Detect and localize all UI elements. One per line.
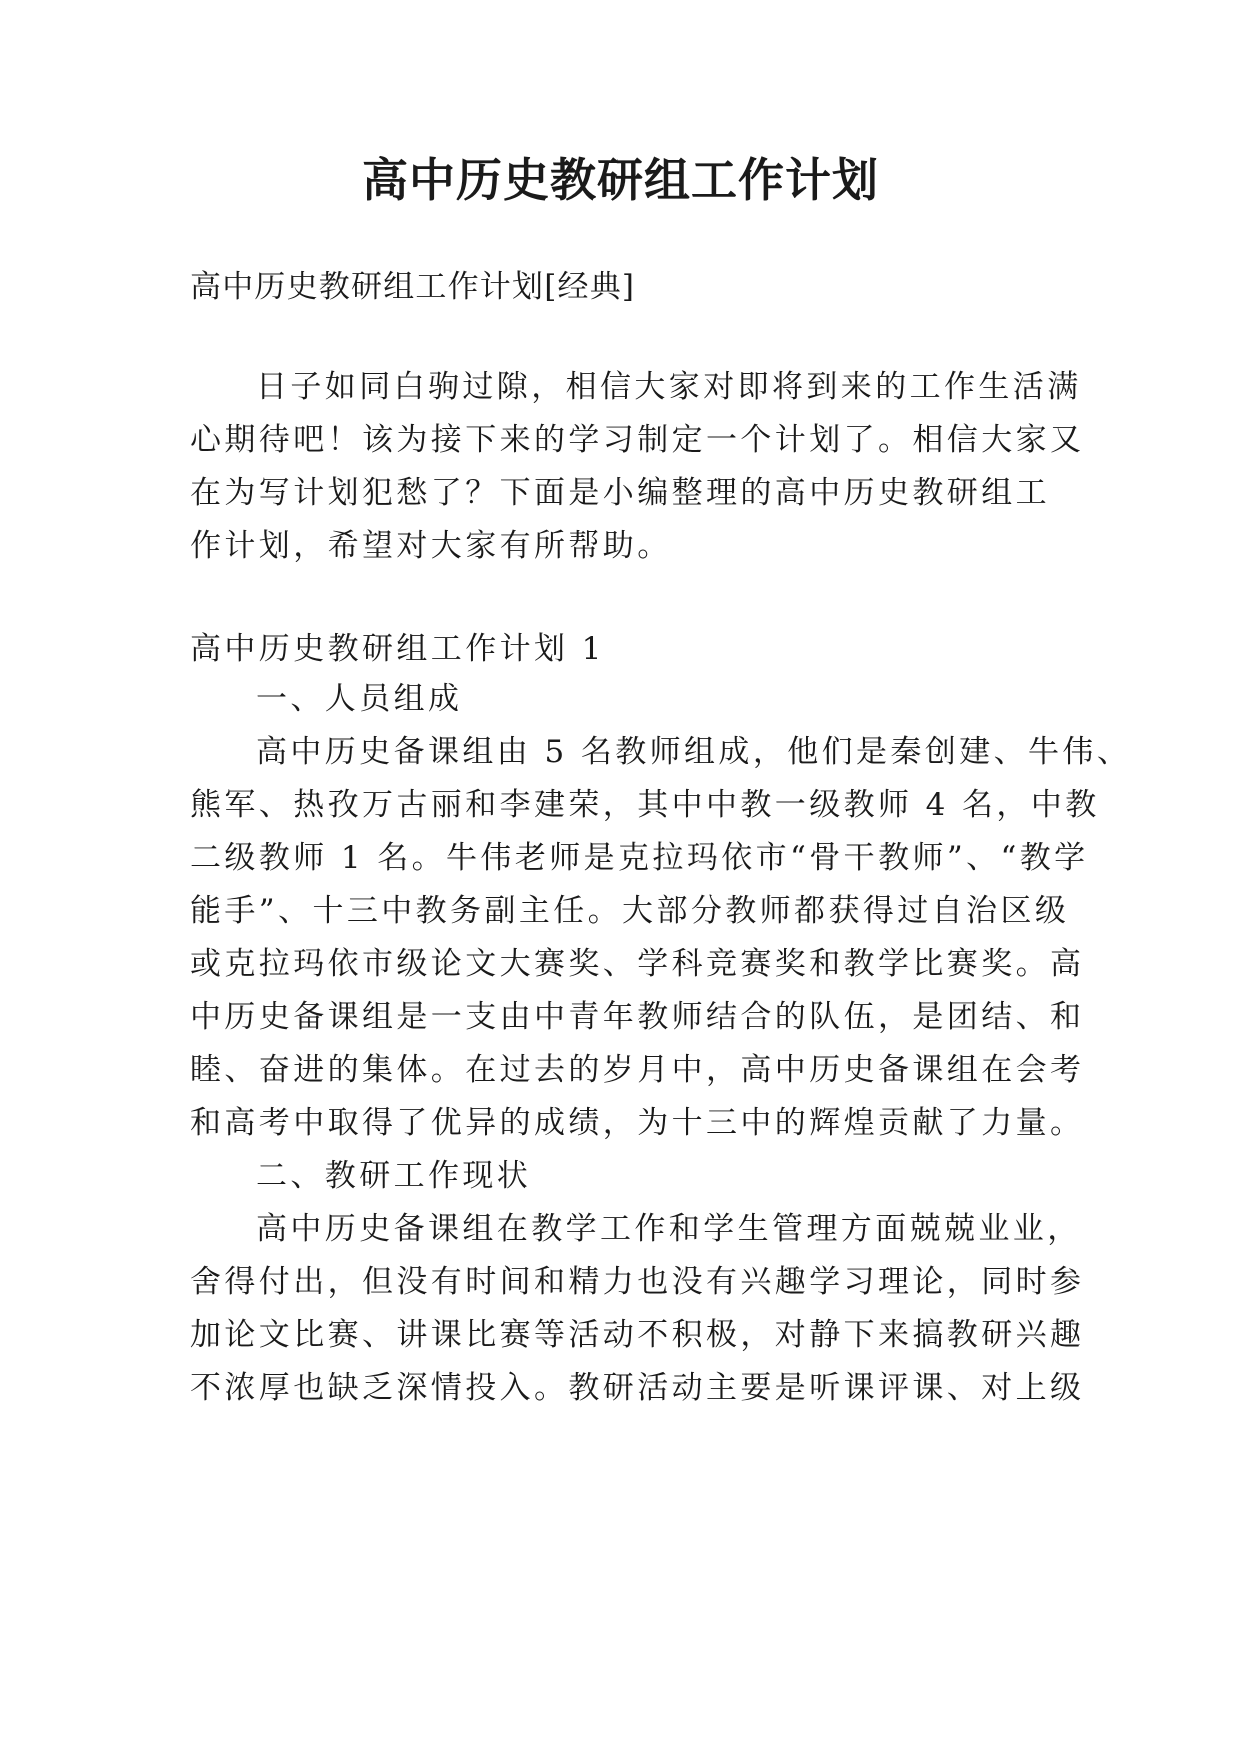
document-title: 高中历史教研组工作计划	[362, 153, 879, 207]
paragraph-line: 和高考中取得了优异的成绩，为十三中的辉煌贡献了力量。	[190, 1105, 1085, 1141]
heading-teaching-research-status: 二、教研工作现状	[256, 1158, 532, 1194]
intro-line: 作计划，希望对大家有所帮助。	[190, 528, 672, 564]
paragraph-line: 高中历史备课组在教学工作和学生管理方面兢兢业业，	[256, 1211, 1082, 1247]
heading-personnel: 一、人员组成	[256, 681, 463, 717]
document-subtitle: 高中历史教研组工作计划[经典]	[190, 269, 636, 305]
paragraph-line: 睦、奋进的集体。在过去的岁月中，高中历史备课组在会考	[190, 1052, 1085, 1088]
paragraph-line: 加论文比赛、讲课比赛等活动不积极，对静下来搞教研兴趣	[190, 1317, 1085, 1353]
paragraph-line: 中历史备课组是一支由中青年教师结合的队伍，是团结、和	[190, 999, 1085, 1035]
intro-line: 在为写计划犯愁了？下面是小编整理的高中历史教研组工	[190, 475, 1050, 511]
paragraph-line: 能手”、十三中教务副主任。大部分教师都获得过自治区级	[190, 893, 1070, 929]
paragraph-line: 或克拉玛依市级论文大赛奖、学科竞赛奖和教学比赛奖。高	[190, 946, 1085, 982]
intro-line: 日子如同白驹过隙，相信大家对即将到来的工作生活满	[256, 369, 1082, 405]
paragraph-line: 二级教师 1 名。牛伟老师是克拉玛依市“骨干教师”、“教学	[190, 840, 1089, 876]
intro-line: 心期待吧！该为接下来的学习制定一个计划了。相信大家又	[190, 422, 1085, 458]
paragraph-line: 不浓厚也缺乏深情投入。教研活动主要是听课评课、对上级	[190, 1370, 1085, 1406]
section-heading: 高中历史教研组工作计划 1	[190, 631, 605, 667]
paragraph-line: 舍得付出，但没有时间和精力也没有兴趣学习理论，同时参	[190, 1264, 1085, 1300]
paragraph-line: 高中历史备课组由 5 名教师组成，他们是秦创建、牛伟、	[256, 734, 1132, 770]
paragraph-line: 熊军、热孜万古丽和李建荣，其中中教一级教师 4 名，中教	[190, 787, 1100, 823]
